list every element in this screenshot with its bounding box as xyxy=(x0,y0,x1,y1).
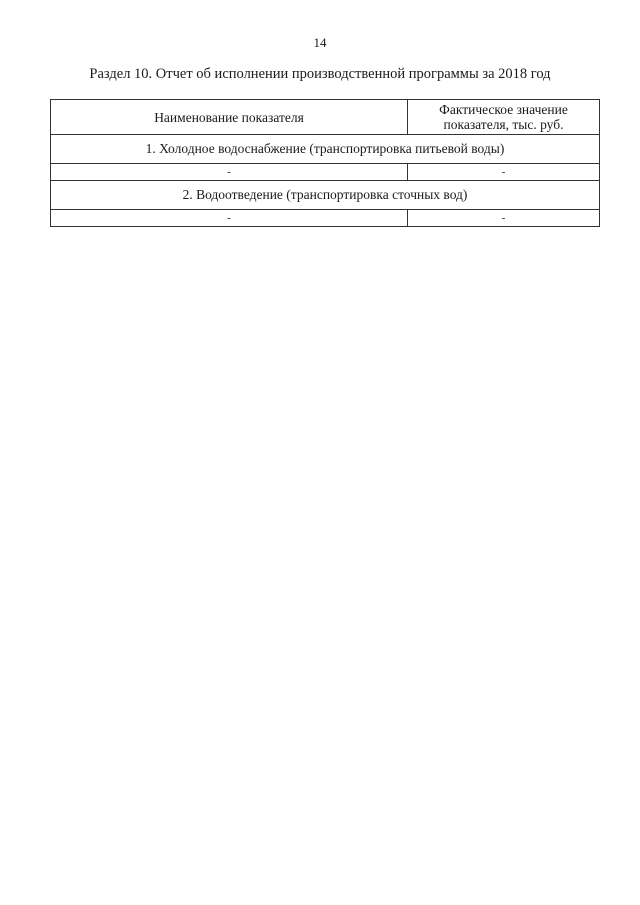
report-table xyxy=(50,99,600,227)
cell-indicator-name: - xyxy=(51,210,408,227)
table-header-row xyxy=(51,100,600,135)
section-heading-wastewater: 2. Водоотведение (транспортировка сточных вод) xyxy=(51,181,600,210)
section-title: Раздел 10. Отчет об исполнении производственной программы за 2018 год xyxy=(89,66,551,82)
section-heading-row xyxy=(51,181,600,210)
header-indicator-name: Наименование показателя xyxy=(51,100,408,135)
header-actual-value xyxy=(408,100,600,135)
section-heading-cold-water: 1. Холодное водоснабжение (транспортировка питьевой воды) xyxy=(51,135,600,164)
cell-actual-value: - xyxy=(408,210,600,227)
table-row xyxy=(51,210,600,227)
cell-actual-value: - xyxy=(408,164,600,181)
cell-indicator-name: - xyxy=(51,164,408,181)
table-row xyxy=(51,164,600,181)
header-actual-value-line2: показателя, тыс. руб. xyxy=(443,117,564,132)
header-actual-value-line1: Фактическое значение xyxy=(439,102,568,117)
page-number: 14 xyxy=(313,35,327,50)
section-heading-row xyxy=(51,135,600,164)
